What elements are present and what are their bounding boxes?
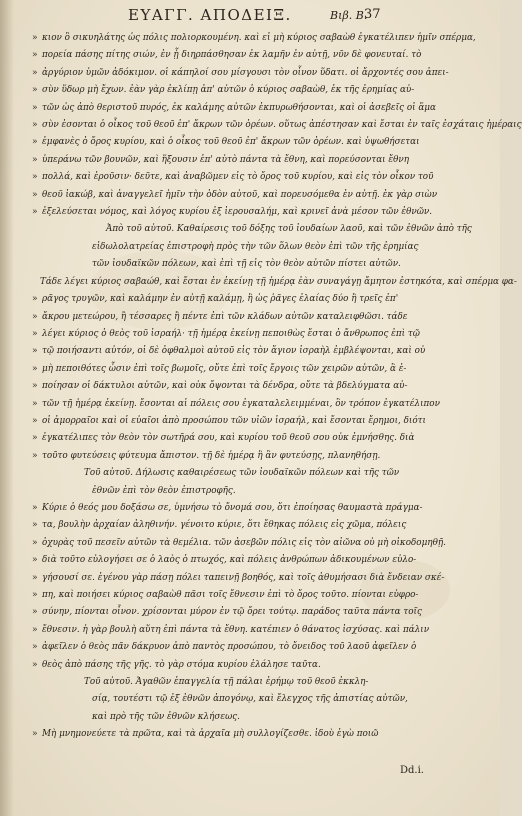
quotation-mark: » [32,67,38,78]
line-text: ἀφεῖλεν ὁ θεὸς πᾶν δάκρυον ἀπὸ παντὸς προσώπου, τὸ ὄνειδος τοῦ λαοῦ ἀφεῖλεν ὁ [42,642,417,653]
line-text: ἔθνεσιν. ἡ γὰρ βουλὴ αὕτη ἐπὶ πάντα τὰ ἔθνη. κατέπιεν ὁ θάνατος ἰσχύσας. καὶ πάλιν [42,624,430,635]
quotation-mark: » [32,172,38,183]
text-line [32,65,460,82]
line-text: Τοῦ αὐτοῦ. Δήλωσις καθαιρέσεως τῶν ἰουδαϊκῶν πόλεων καὶ τῆς τῶν [84,468,400,479]
text-line [32,639,460,656]
text-line [32,378,460,395]
section-heading-line [40,674,460,691]
quotation-mark: » [32,590,38,600]
text-line [32,448,460,465]
line-text: ποίησαν οἱ δάκτυλοι αὐτῶν, καὶ οὐκ ὄψονται τὰ δένδρα, οὔτε τὰ βδελύγματα αὐ- [42,381,408,392]
text-line [32,343,460,360]
quotation-mark: » [32,294,38,305]
text-line [32,169,460,186]
section-heading-line [40,221,472,238]
text-line [32,30,476,47]
text-line [32,500,460,517]
line-text: ἐμφανὲς ὁ ὄρος κυρίου, καὶ ὁ οἶκος τοῦ θεοῦ ἐπ' ἄκρων τῶν ὀρέων. καὶ ὑψωθήσεται [42,137,420,148]
text-line [32,604,460,621]
quotation-mark: » [32,85,38,96]
text-line [32,47,460,64]
quotation-mark: » [32,328,38,339]
quotation-mark: » [32,189,38,200]
text-line [32,552,460,569]
quotation-mark: » [32,572,38,583]
line-text: ἐξελεύσεται νόμος, καὶ λόγος κυρίου ἐξ ἱερουσαλήμ, καὶ κρινεῖ ἀνὰ μέσον τῶν ἐθνῶν. [42,207,433,218]
line-text: ἐγκατέλιπες τὸν θεὸν τὸν σωτῆρά σου, καὶ κυρίου τοῦ θεοῦ σου οὐκ ἐμνήσθης. διὰ [42,433,415,444]
line-text: καὶ πρὸ τῆς τῶν ἐθνῶν κλήσεως. [92,711,240,722]
text-line [32,291,460,308]
page-gutter-shadow [0,0,14,816]
body-text [32,30,522,744]
line-text: θεὸς ἀπὸ πάσης τῆς γῆς. τὸ γὰρ στόμα κυρίου ἐλάλησε ταῦτα. [42,659,321,670]
text-line [32,82,460,99]
text-line [32,570,460,587]
quotation-mark: » [32,154,38,165]
line-text: Ἀπὸ τοῦ αὐτοῦ. Καθαίρεσις τοῦ δόξης τοῦ ἰουδαίων λαοῦ, καὶ τῶν ἐθνῶν ἀπὸ τῆς [106,224,472,235]
line-text: σίᾳ, τουτέστι τῷ ἐξ ἐθνῶν ἀπογόνῳ, καὶ ἔλεγχος τῆς ἀπιστίας αὐτῶν, [92,694,408,705]
quotation-mark: » [32,520,38,531]
text-line [32,517,460,534]
line-text: ἀργύριον ὑμῶν ἀδόκιμον. οἱ κάπηλοί σου μίσγουσι τὸν οἶνον ὕδατι. οἱ ἄρχοντές σου ἀπει- [42,67,449,78]
line-text: ἐθνῶν ἐπὶ τὸν θεὸν ἐπιστροφῆς. [92,485,236,496]
text-line [32,396,460,413]
page-number: 37 [364,7,381,22]
quotation-mark: » [32,311,38,322]
line-text: Μὴ μνημονεύετε τὰ πρῶτα, καὶ τὰ ἀρχαῖα μὴ συλλογίζεσθε. ἰδοὺ ἐγὼ ποιῶ [42,729,379,740]
text-line [32,152,460,169]
line-text: τα, βουλὴν ἀρχαίαν ἀληθινήν. γένοιτο κύριε, ὅτι ἔθηκας πόλεις εἰς χῶμα, πόλεις [42,520,407,531]
line-text: πολλά, καὶ ἐροῦσιν· δεῦτε, καὶ ἀναβῶμεν εἰς τὸ ὄρος τοῦ κυρίου, καὶ εἰς τὸν οἶκον τοῦ [42,172,434,183]
quotation-mark: » [32,207,38,218]
quotation-mark: » [32,555,38,566]
line-text: τῷ ποιήσαντι αὐτόν, οἱ δὲ ὀφθαλμοὶ αὐτοῦ εἰς τὸν ἅγιον ἰσραὴλ ἐμβλέψονται, καὶ οὐ [42,346,426,357]
text-line [32,117,522,134]
line-text: εἰδωλολατρείας ἐπιστροφὴ πρὸς τὴν τῶν ὅλων θεὸν ἐπὶ τῶν τῆς ἐρημίας [92,241,419,252]
line-text: Τοῦ αὐτοῦ. Ἀγαθῶν ἐπαγγελία τῇ πάλαι ἐρήμῳ τοῦ θεοῦ ἐκκλη- [84,677,369,688]
line-text: Κύριε ὁ θεός μου δοξάσω σε, ὑμνήσω τὸ ὄνομά σου, ὅτι ἐποίησας θαυμαστὰ πράγμα- [42,502,423,513]
quotation-mark: » [32,120,38,131]
text-line [32,657,460,674]
page-header [0,6,500,28]
quotation-mark: » [32,659,38,670]
quotation-mark: » [32,398,38,409]
line-text: οἱ ἀμορραῖοι καὶ οἱ εὐαῖοι ἀπὸ προσώπου τῶν υἱῶν ἰσραήλ, καὶ ἔσονται ἔρημοι, διότι [42,415,426,426]
quotation-mark: » [32,607,38,618]
text-line [32,622,460,639]
quotation-mark: » [32,624,38,635]
section-heading-line [40,239,460,256]
line-text: σὺν ὕδωρ μὴ ἔχων. ἐὰν γὰρ ἐκλίπῃ ἀπ' αὐτῶν ὁ κύριος σαβαὼθ, ἐκ τῆς ἐρημίας αὐ- [42,85,415,96]
line-text: τῶν ἰουδαϊκῶν πόλεων, καὶ ἐπὶ τῇ εἰς τὸν θεὸν αὐτῶν πίστει αὐτῶν. [92,259,401,270]
section-heading-line [40,256,460,273]
quotation-mark: » [32,50,38,61]
quotation-mark: » [32,415,38,426]
line-text: ὑπεράνω τῶν βουνῶν, καὶ ἥξουσιν ἐπ' αὐτὸ πάντα τὰ ἔθνη, καὶ πορεύσονται ἔθνη [42,154,410,165]
line-text: κιον ὃ σικυηλάτης ὡς πόλις πολιορκουμένη. καὶ εἰ μὴ κύριος σαβαὼθ ἐγκατέλιπεν ἡμῖν σπέρμα, [42,33,476,43]
text-line [32,413,460,430]
line-text: τοῦτο φυτεύσεις φύτευμα ἄπιστον. τῇ δὲ ἡμέρᾳ ἣ ἂν φυτεύσῃς, πλανηθήσῃ. [42,450,381,461]
text-line [32,587,460,604]
quotation-mark: » [32,433,38,444]
line-text: θεοῦ ἰακώβ, καὶ ἀναγγελεῖ ἡμῖν τὴν ὁδὸν αὐτοῦ, καὶ πορευσόμεθα ἐν αὐτῇ. ἐκ γὰρ σιὼν [42,189,438,200]
text-line [32,535,460,552]
quotation-mark: » [32,537,38,548]
text-line [32,309,460,326]
section-heading-line [40,691,460,708]
quotation-mark: » [32,137,38,148]
line-text: ρᾶγος τρυγῶν, καὶ καλάμην ἐν αὐτῇ καλάμῃ, ἢ ὡς ῥᾶγες ἐλαίας δύο ἢ τρεῖς ἐπ' [42,294,399,305]
text-line [32,134,460,151]
text-line [32,204,460,221]
line-text: Τάδε λέγει κύριος σαβαώθ, καὶ ἔσται ἐν ἐκείνῃ τῇ ἡμέρᾳ ἐὰν συναγάγῃ ἄμητον ἑστηκότα, καὶ σπέρμα φα- [40,276,517,287]
line-text: πορεία πάσης πίτης σιών, ἐν ᾗ διηρπάσθησαν ἐκ λαμῆν ἐν αὐτῇ, νῦν δὲ φονευταί. τὸ [42,50,422,61]
line-text: ὀχυρὰς τοῦ πεσεῖν αὐτῶν τὰ θεμέλια. τῶν ἀσεβῶν πόλις εἰς τὸν αἰῶνα οὐ μὴ οἰκοδομηθῇ. [42,537,446,548]
section-heading-line [40,483,460,500]
text-line [32,326,460,343]
line-text: πη, καὶ ποιήσει κύριος σαβαὼθ πᾶσι τοῖς ἔθνεσιν ἐπὶ τὸ ὄρος τοῦτο. πίονται εὐφρο- [42,590,419,600]
line-text: γήσουσί σε. ἐγένου γὰρ πάσῃ πόλει ταπεινῇ βοηθός, καὶ τοῖς ἀθυμήσασι διὰ ἔνδειαν σκέ- [42,572,445,583]
quotation-mark: » [32,381,38,392]
section-heading-line [40,465,460,482]
quotation-mark: » [32,363,38,374]
text-line [32,361,460,378]
text-line [40,274,517,291]
running-head: ΕΥΑΓΓ. ΑΠΟΔΕΙΞ. [128,6,292,24]
quotation-mark: » [32,102,38,113]
quotation-mark: » [32,729,38,740]
quotation-mark: » [32,502,38,513]
text-line [32,100,460,117]
text-line [32,430,460,447]
line-text: ἄκρου μετεώρου, ἢ τέσσαρες ἢ πέντε ἐπὶ τῶν κλάδων αὐτῶν καταλειφθῶσι. τάδε [42,311,408,322]
quotation-mark: » [32,346,38,357]
line-text: λέγει κύριος ὁ θεὸς τοῦ ἰσραήλ· τῇ ἡμέρᾳ ἐκείνῃ πεποιθὼς ἔσται ὁ ἄνθρωπος ἐπὶ τῷ [42,328,420,339]
quotation-mark: » [32,450,38,461]
line-text: διὰ τοῦτο εὐλογήσει σε ὁ λαὸς ὁ πτωχός, καὶ πόλεις ἀνθρώπων ἀδικουμένων εὐλο- [42,555,417,566]
line-text: σύνην, πίονται οἶνον. χρίσονται μύρον ἐν τῷ ὄρει τούτῳ. παράδος ταῦτα πάντα τοῖς [42,607,422,618]
section-heading-line [40,709,460,726]
line-text: μὴ πεποιθότες ὦσιν ἐπὶ τοῖς βωμοῖς, οὔτε ἐπὶ τοῖς ἔργοις τῶν χειρῶν αὐτῶν, ἃ ἐ- [42,363,407,374]
line-text: σὺν ἐσονται ὁ οἶκος τοῦ θεοῦ ἐπ' ἄκρων τῶν ὀρέων. οὕτως ἀπέστησαν καὶ ἔσται ἐν ταῖς ἐσχάταις ἡμέραις [42,120,522,131]
text-line [32,187,460,204]
book-reference: Βιβ. Β. [330,9,368,22]
line-text: τῶν τῇ ἡμέρᾳ ἐκείνῃ. ἔσονται αἱ πόλεις σου ἐγκαταλελειμμέναι, ὃν τρόπον ἐγκατέλιπον [42,398,440,409]
line-text: τῶν ὡς ἀπὸ θεριστοῦ πυρός, ἐκ καλάμης αὐτῶν ἐκπυρωθήσονται, καὶ οἱ ἀσεβεῖς οἱ ἅμα [42,102,436,113]
quotation-mark: » [32,33,38,43]
text-line [32,726,460,743]
quotation-mark: » [32,642,38,653]
signature-mark: Dd.i. [400,765,424,776]
